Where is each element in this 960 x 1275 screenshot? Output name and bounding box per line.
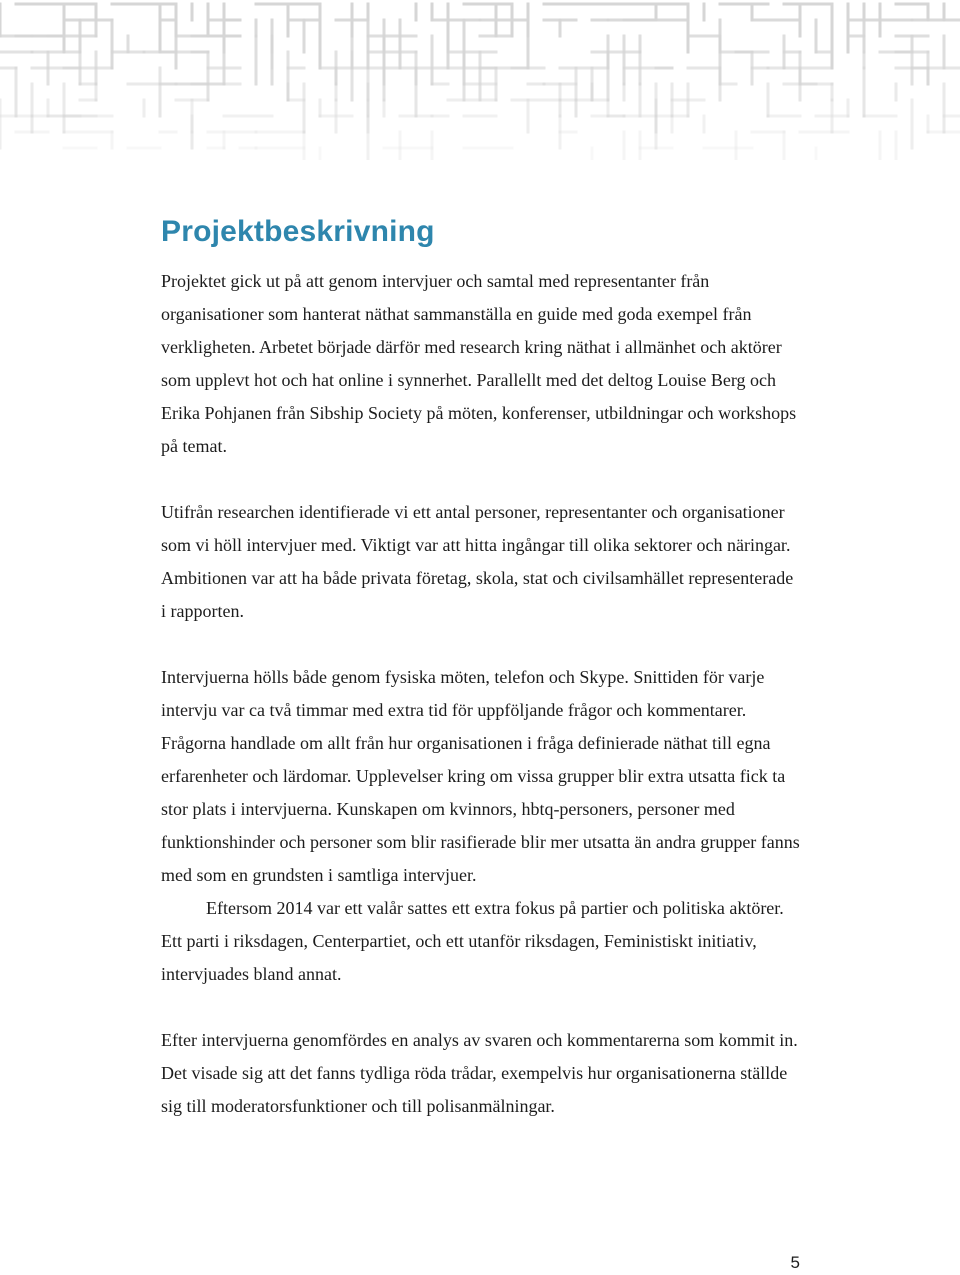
paragraph-analysis: Efter intervjuerna genomfördes en analys av svaren och kommentarerna som kommit in. Det visade sig att det fanns tydliga röda trådar, exempelvis hur organisationerna ställde sig till moderatorsfunktioner och till polisanmälningar. bbox=[161, 1030, 798, 1116]
page-title: Projektbeskrivning bbox=[161, 215, 435, 248]
page-number: 5 bbox=[790, 1253, 800, 1272]
paragraph-project-intro: Projektet gick ut på att genom intervjuer och samtal med representanter från organisationer som hanterat näthat sammanställa en guide med goda exempel från verkligheten. Arbetet började därför med research kring näthat i allmänhet och aktörer som upplevt hot och hat online i synnerhet. Parallellt med det deltog Louise Berg och Erika Pohjanen från Sibship Society på möten, konferenser, utbildningar och workshops på temat. bbox=[161, 271, 797, 456]
maze-pattern-header bbox=[0, 0, 960, 160]
paragraph-research: Utifrån researchen identifierade vi ett antal personer, representanter och organisationer som vi höll intervjuer med. Viktigt var att hitta ingångar till olika sektorer och näringar. Ambitionen var att ha både privata företag, skola, stat och civilsamhället representerade i rapporten. bbox=[161, 502, 794, 621]
paragraph-election-focus: Eftersom 2014 var ett valår sattes ett extra fokus på partier och politiska aktörer. Ett parti i riksdagen, Centerpartiet, och ett utanför riksdagen, Feministiskt initiativ, intervjuades bland annat. bbox=[161, 898, 784, 984]
paragraph-interviews: Intervjuerna hölls både genom fysiska möten, telefon och Skype. Snittiden för varje intervju var ca två timmar med extra tid för uppföljande frågor och kommentarer. Frågorna handlade om allt från hur organisationen i fråga definierade näthat till egna erfarenheter och lärdomar. Upplevelser kring om vissa grupper blir extra utsatta fick ta stor plats i intervjuerna. Kunskapen om kvinnors, hbtq-personers, personer med funktionshinder och personer som blir rasifierade blir mer utsatta än andra grupper fanns med som en grundsten i samtliga intervjuer. bbox=[161, 667, 800, 885]
document-body bbox=[161, 212, 801, 1123]
